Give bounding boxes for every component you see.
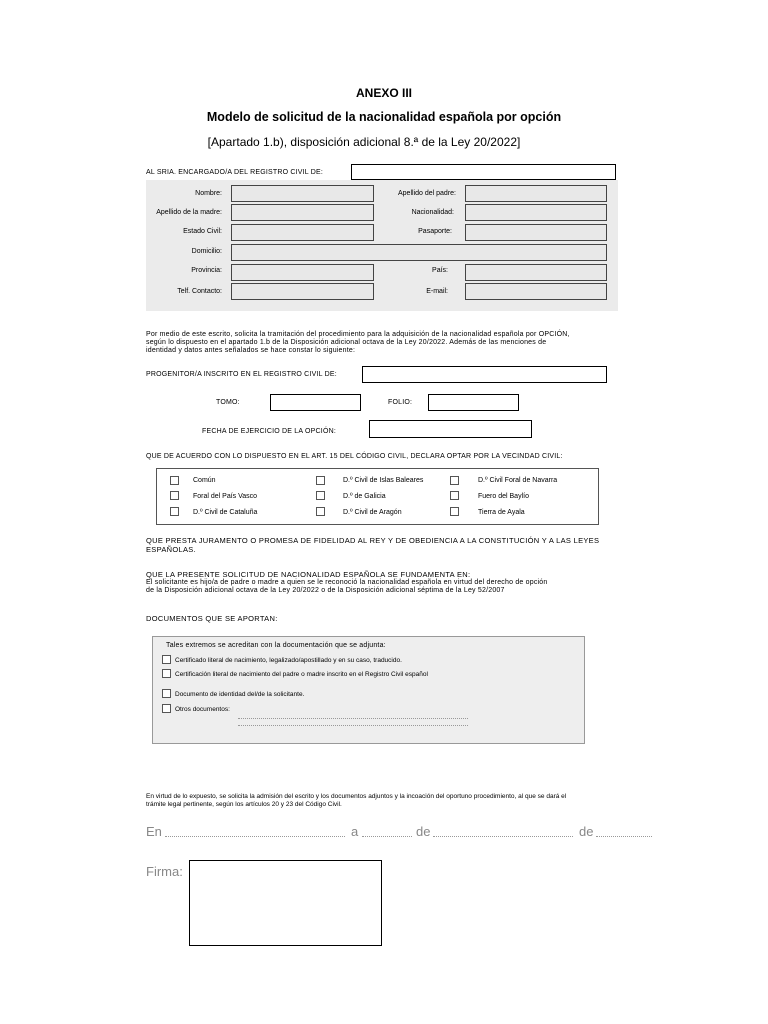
mes-de-label: de	[416, 824, 431, 839]
nacionalidad-label: Nacionalidad:	[411, 209, 454, 216]
annex-title: ANEXO III	[355, 86, 412, 100]
pais-label: País:	[432, 267, 448, 274]
apellido-padre-label: Apellido del padre:	[398, 190, 456, 197]
dia-a-label: a	[351, 824, 359, 839]
fundamento-line-1: El solicitante es hijo/a de padre o madre a quien se le reconoció la nacionalidad española en virtud del derecho de opción	[146, 579, 548, 586]
vecindad-navarra-label: D.º Civil Foral de Navarra	[478, 477, 558, 484]
fecha-opcion-label: FECHA DE EJERCICIO DE LA OPCIÓN:	[202, 428, 336, 435]
anio-input[interactable]	[596, 836, 652, 837]
pasaporte-input[interactable]	[465, 224, 607, 241]
firma-box[interactable]	[189, 860, 382, 946]
email-input[interactable]	[465, 283, 607, 300]
doc-nacimiento-checkbox[interactable]	[162, 655, 171, 664]
doc-identidad-label: Documento de identidad del/de la solicitante.	[175, 691, 305, 698]
telefono-label: Telf. Contacto:	[177, 288, 222, 295]
apellido-padre-input[interactable]	[465, 185, 607, 202]
nombre-label: Nombre:	[195, 190, 222, 197]
vecindad-aragon-checkbox[interactable]	[316, 507, 325, 516]
vecindad-aragon-label: D.º Civil de Aragón	[343, 509, 402, 516]
folio-label: FOLIO:	[388, 399, 413, 406]
estado-civil-input[interactable]	[231, 224, 374, 241]
cierre-line-1: En virtud de lo expuesto, se solicita la admisión del escrito y los documentos adjuntos y la incoación del oportuno procedimiento, al que se dará el	[146, 793, 567, 800]
vecindad-ayala-label: Tierra de Ayala	[478, 509, 525, 516]
vecindad-baleares-checkbox[interactable]	[316, 476, 325, 485]
tomo-input[interactable]	[270, 394, 361, 411]
progenitor-label: PROGENITOR/A INSCRITO EN EL REGISTRO CIVIL DE:	[146, 371, 337, 378]
intro-line-1: Por medio de este escrito, solicita la tramitación del procedimiento para la adquisición de la nacionalidad española por OPCIÓN,	[146, 331, 570, 338]
registry-input[interactable]	[351, 164, 616, 180]
fundamento-line-2: de la Disposición adicional octava de la Ley 20/2022 o de la Disposición adicional séptima de la Ley 52/2007	[146, 587, 505, 594]
nombre-input[interactable]	[231, 185, 374, 202]
doc-otros-label: Otros documentos:	[175, 706, 230, 713]
fundamento-title: QUE LA PRESENTE SOLICITUD DE NACIONALIDAD ESPAÑOLA SE FUNDAMENTA EN:	[146, 570, 471, 579]
provincia-label: Provincia:	[191, 267, 222, 274]
doc-nacimiento-label: Certificado literal de nacimiento, legalizado/apostillado y en su caso, traducido.	[175, 657, 402, 664]
doc-otros-checkbox[interactable]	[162, 704, 171, 713]
documentos-intro: Tales extremos se acreditan con la documentación que se adjunta:	[166, 642, 386, 649]
intro-line-3: identidad y datos antes señalados se hace constar lo siguiente:	[146, 347, 356, 354]
vecindad-comun-checkbox[interactable]	[170, 476, 179, 485]
tomo-label: TOMO:	[216, 399, 240, 406]
form-title: Modelo de solicitud de la nacionalidad española por opción	[206, 110, 562, 124]
pasaporte-label: Pasaporte:	[418, 228, 452, 235]
provincia-input[interactable]	[231, 264, 374, 281]
vecindad-comun-label: Común	[193, 477, 216, 484]
folio-input[interactable]	[428, 394, 519, 411]
form-subtitle: [Apartado 1.b), disposición adicional 8.ª de la Ley 20/2022]	[207, 135, 521, 149]
fecha-opcion-input[interactable]	[369, 420, 532, 438]
vecindad-label: QUE DE ACUERDO CON LO DISPUESTO EN EL ART. 15 DEL CÓDIGO CIVIL, DECLARA OPTAR POR LA VECINDAD CIVIL:	[146, 453, 563, 460]
vecindad-baylio-label: Fuero del Baylío	[478, 493, 529, 500]
doc-progenitor-label: Certificación literal de nacimiento del padre o madre inscrito en el Registro Civil español	[175, 671, 428, 678]
vecindad-galicia-checkbox[interactable]	[316, 491, 325, 500]
documentos-block	[152, 636, 585, 744]
doc-otros-line-2[interactable]	[238, 725, 468, 726]
doc-identidad-checkbox[interactable]	[162, 689, 171, 698]
apellido-madre-label: Apellido de la madre:	[156, 209, 222, 216]
vecindad-pais-vasco-label: Foral del País Vasco	[193, 493, 258, 500]
intro-line-2: según lo dispuesto en el apartado 1.b de la Disposición adicional octava de la Ley 20/2022. Además de las menciones de	[146, 339, 547, 346]
doc-otros-line-1[interactable]	[238, 718, 468, 719]
vecindad-pais-vasco-checkbox[interactable]	[170, 491, 179, 500]
domicilio-label: Domicilio:	[191, 248, 222, 255]
telefono-input[interactable]	[231, 283, 374, 300]
doc-progenitor-checkbox[interactable]	[162, 669, 171, 678]
apellido-madre-input[interactable]	[231, 204, 374, 221]
anio-de-label: de	[579, 824, 594, 839]
registry-label: AL SRIA. ENCARGADO/A DEL REGISTRO CIVIL DE:	[146, 169, 324, 176]
progenitor-input[interactable]	[362, 366, 607, 383]
firma-label: Firma:	[146, 864, 183, 879]
pais-input[interactable]	[465, 264, 607, 281]
vecindad-cataluna-label: D.º Civil de Cataluña	[193, 509, 258, 516]
documentos-title: DOCUMENTOS QUE SE APORTAN:	[146, 614, 278, 623]
cierre-line-2: trámite legal pertinente, según los artículos 20 y 23 del Código Civil.	[146, 801, 342, 808]
dia-input[interactable]	[362, 836, 412, 837]
vecindad-baleares-label: D.º Civil de Islas Baleares	[343, 477, 424, 484]
domicilio-input[interactable]	[231, 244, 607, 261]
vecindad-ayala-checkbox[interactable]	[450, 507, 459, 516]
nacionalidad-input[interactable]	[465, 204, 607, 221]
lugar-input[interactable]	[165, 836, 345, 837]
email-label: E-mail:	[426, 288, 448, 295]
mes-input[interactable]	[433, 836, 573, 837]
juramento-line-2: ESPAÑOLAS.	[146, 545, 196, 554]
lugar-en-label: En	[146, 824, 162, 839]
vecindad-cataluna-checkbox[interactable]	[170, 507, 179, 516]
vecindad-galicia-label: D.º de Galicia	[343, 493, 386, 500]
juramento-line-1: QUE PRESTA JURAMENTO O PROMESA DE FIDELIDAD AL REY Y DE OBEDIENCIA A LA CONSTITUCIÓN Y A LAS LEYES	[146, 536, 600, 545]
vecindad-navarra-checkbox[interactable]	[450, 476, 459, 485]
estado-civil-label: Estado Civil:	[183, 228, 222, 235]
vecindad-baylio-checkbox[interactable]	[450, 491, 459, 500]
